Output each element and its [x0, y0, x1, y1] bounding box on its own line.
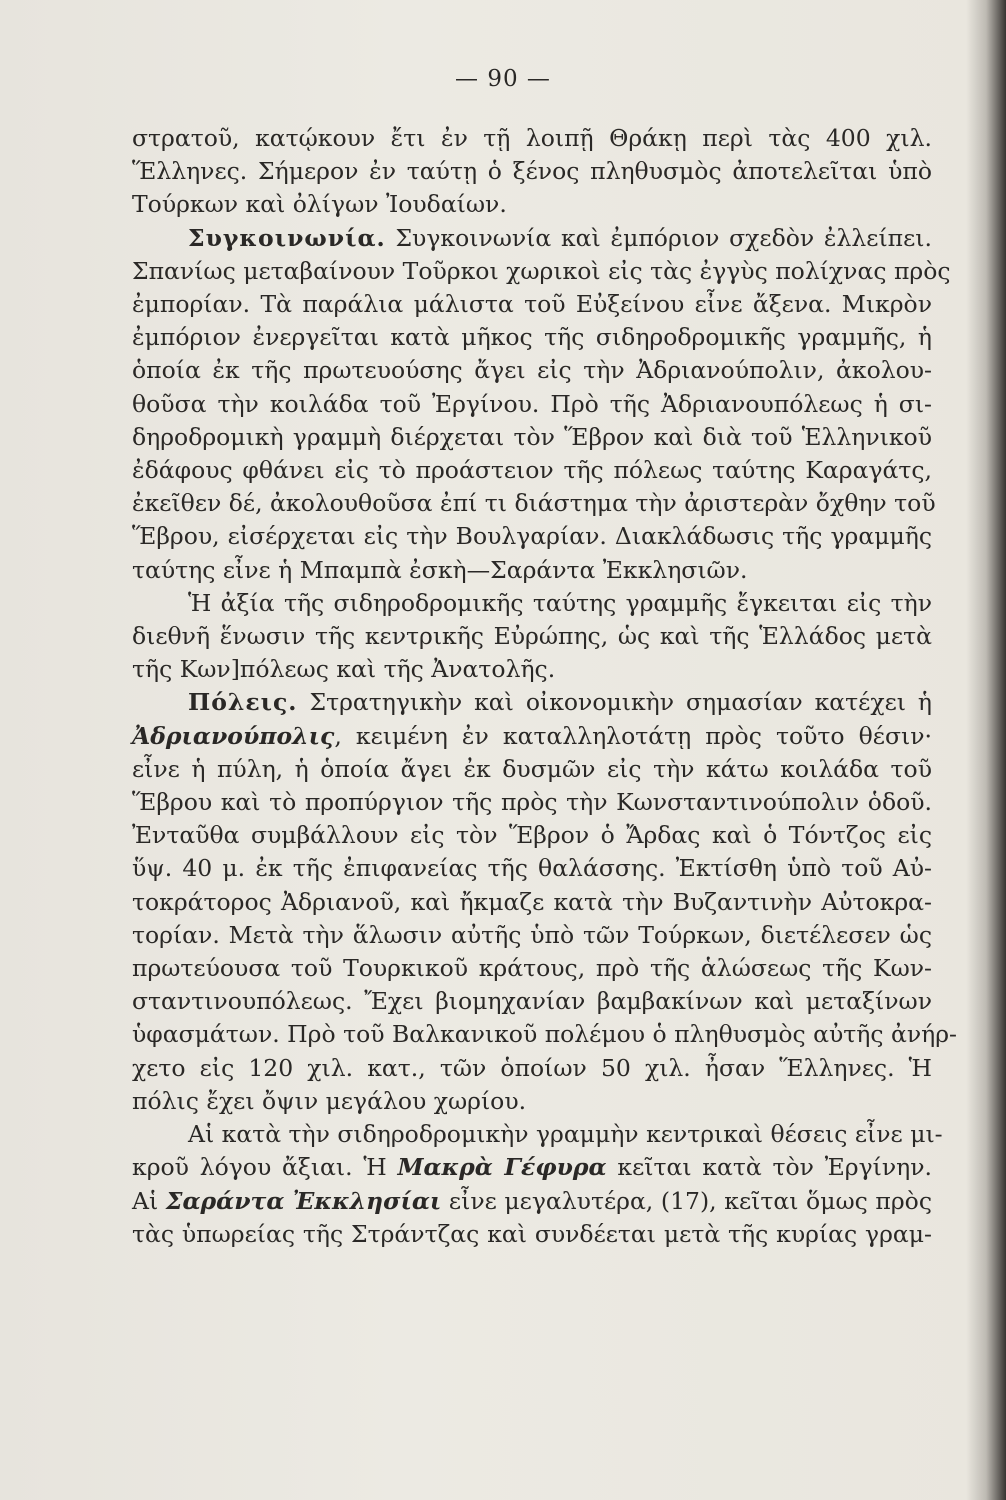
page-binding-shadow: [966, 0, 1006, 1500]
text-line: Αἱ κατὰ τὴν σιδηροδρομικὴν γραμμὴν κεντρικαὶ θέσεις εἶνε μι-: [188, 1120, 943, 1149]
text-line: Ἕλληνες. Σήμερον ἐν ταύτῃ ὁ ξένος πληθυσμὸς ἀποτελεῖται ὑπὸ: [132, 157, 932, 186]
text-line: Ἀδριανούπολις, κειμένη ἐν καταλληλοτάτῃ πρὸς τοῦτο θέσιν·: [132, 721, 932, 750]
text-line: ταύτης εἶνε ἡ Μπαμπὰ ἐσκὴ—Σαράντα Ἐκκλησιῶν.: [132, 555, 748, 584]
text-line: Συγκοινωνία. Συγκοινωνία καὶ ἐμπόριον σχεδὸν ἐλλείπει.: [188, 223, 932, 252]
text-line: Ἡ ἀξία τῆς σιδηροδρομικῆς ταύτης γραμμῆς ἔγκειται εἰς τὴν: [188, 588, 932, 617]
page-number: — 90 —: [455, 66, 551, 92]
text-line: Σπανίως μεταβαίνουν Τοῦρκοι χωρικοὶ εἰς τὰς ἐγγὺς πολίχνας πρὸς: [132, 256, 951, 285]
text-line: χετο εἰς 120 χιλ. κατ., τῶν ὁποίων 50 χιλ. ἦσαν Ἕλληνες. Ἡ: [132, 1053, 932, 1082]
text-line: διεθνῆ ἕνωσιν τῆς κεντρικῆς Εὐρώπης, ὡς καὶ τῆς Ἑλλάδος μετὰ: [132, 622, 932, 651]
text-line: στρατοῦ, κατῴκουν ἔτι ἐν τῇ λοιπῇ Θράκῃ περὶ τὰς 400 χιλ.: [132, 124, 932, 152]
text-line: ἐμπορίαν. Τὰ παράλια μάλιστα τοῦ Εὐξείνου εἶνε ἄξενα. Μικρὸν: [132, 290, 932, 319]
text-line: θοῦσα τὴν κοιλάδα τοῦ Ἐργίνου. Πρὸ τῆς Ἀδριανουπόλεως ἡ σι-: [132, 389, 932, 418]
text-line: Ἐνταῦθα συμβάλλουν εἰς τὸν Ἕβρον ὁ Ἄρδας καὶ ὁ Τόντζος εἰς: [132, 821, 932, 850]
place-name-makra-gefyra: Μακρὰ Γέφυρα: [397, 1153, 607, 1182]
text-line: Πόλεις. Στρατηγικὴν καὶ οἰκονομικὴν σημασίαν κατέχει ἡ: [188, 688, 932, 717]
text-line: σταντινουπόλεως. Ἔχει βιομηχανίαν βαμβακίνων καὶ μεταξίνων: [132, 987, 932, 1016]
text-line: Αἱ Σαράντα Ἐκκλησίαι εἶνε μεγαλυτέρα, (17), κεῖται ὅμως πρὸς: [132, 1186, 932, 1215]
text-line: τορίαν. Μετὰ τὴν ἅλωσιν αὐτῆς ὑπὸ τῶν Τούρκων, διετέλεσεν ὡς: [132, 920, 932, 949]
place-name-adrianople: Ἀδριανούπολις: [132, 721, 335, 750]
text-line: εἶνε ἡ πύλη, ἡ ὁποία ἄγει ἐκ δυσμῶν εἰς τὴν κάτω κοιλάδα τοῦ: [132, 754, 932, 783]
text-line: τῆς Κων]πόλεως καὶ τῆς Ἀνατολῆς.: [132, 655, 556, 684]
text-line: ὁποία ἐκ τῆς πρωτευούσης ἄγει εἰς τὴν Ἀδριανούπολιν, ἀκολου-: [132, 356, 932, 385]
text-line: ἐμπόριον ἐνεργεῖται κατὰ μῆκος τῆς σιδηροδρομικῆς γραμμῆς, ἡ: [132, 323, 932, 352]
body-text: [132, 122, 957, 1251]
text-line: Ἕβρου, εἰσέρχεται εἰς τὴν Βουλγαρίαν. Διακλάδωσις τῆς γραμμῆς: [132, 522, 932, 551]
text-line: τοκράτορος Ἀδριανοῦ, καὶ ἤκμαζε κατὰ τὴν Βυζαντινὴν Αὐτοκρα-: [132, 887, 932, 916]
text-line: ὑφασμάτων. Πρὸ τοῦ Βαλκανικοῦ πολέμου ὁ πληθυσμὸς αὐτῆς ἀνήρ-: [132, 1020, 957, 1049]
text-line: ὕψ. 40 μ. ἐκ τῆς ἐπιφανείας τῆς θαλάσσης. Ἐκτίσθη ὑπὸ τοῦ Αὐ-: [132, 854, 932, 883]
text-line: πρωτεύουσα τοῦ Τουρκικοῦ κράτους, πρὸ τῆς ἁλώσεως τῆς Κων-: [132, 954, 932, 983]
text-line: πόλις ἔχει ὄψιν μεγάλου χωρίου.: [132, 1086, 527, 1115]
text-line: Ἕβρου καὶ τὸ προπύργιον τῆς πρὸς τὴν Κωνσταντινούπολιν ὁδοῦ.: [132, 788, 932, 817]
place-name-saranta-ekklisiai: Σαράντα Ἐκκλησίαι: [165, 1186, 442, 1215]
text-line: κροῦ λόγου ἄξιαι. Ἡ Μακρὰ Γέφυρα κεῖται κατὰ τὸν Ἐργίνην.: [132, 1153, 932, 1182]
section-heading-communication: Συγκοινωνία.: [188, 223, 386, 252]
text-line: Τούρκων καὶ ὀλίγων Ἰουδαίων.: [132, 190, 507, 219]
text-line: τὰς ὑπωρείας τῆς Στράντζας καὶ συνδέεται μετὰ τῆς κυρίας γραμ-: [132, 1219, 932, 1248]
section-heading-cities: Πόλεις.: [188, 688, 298, 717]
text-line: ἐδάφους φθάνει εἰς τὸ προάστειον τῆς πόλεως ταύτης Καραγάτς,: [132, 456, 932, 485]
text-line: δηροδρομικὴ γραμμὴ διέρχεται τὸν Ἕβρον καὶ διὰ τοῦ Ἑλληνικοῦ: [132, 422, 932, 451]
text-line: ἐκεῖθεν δέ, ἀκολουθοῦσα ἐπί τι διάστημα τὴν ἀριστερὰν ὄχθην τοῦ: [132, 489, 936, 518]
